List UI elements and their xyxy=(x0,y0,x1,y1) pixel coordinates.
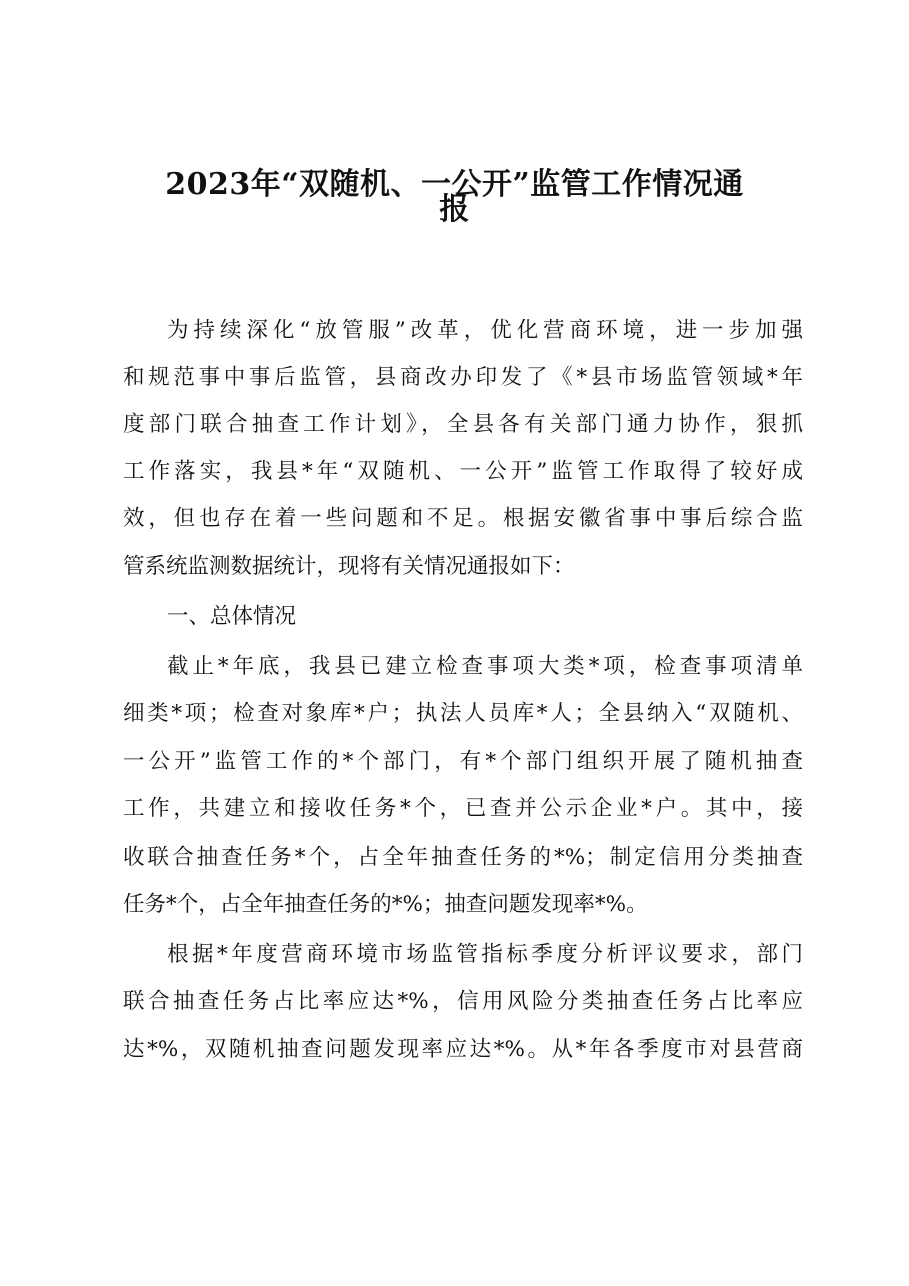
body-line: 度部门联合抽查工作计划》，全县各有关部门通力协作，狠抓 xyxy=(123,412,803,437)
body-line: 管系统监测数据统计，现将有关情况通报如下： xyxy=(123,554,575,579)
section-heading: 一、总体情况 xyxy=(167,604,297,629)
body-line: 根据*年度营商环境市场监管指标季度分析评议要求，部门 xyxy=(167,942,803,967)
body-line: 工作落实，我县*年“双随机、一公开”监管工作取得了较好成 xyxy=(123,459,803,484)
body-line: 和规范事中事后监管，县商改办印发了《*县市场监管领域*年 xyxy=(123,365,803,390)
body-line: 任务*个，占全年抽查任务的*%；抽查问题发现率*%。 xyxy=(123,892,648,917)
body-line: 工作，共建立和接收任务*个，已查并公示企业*户。其中，接 xyxy=(123,796,803,821)
document-title-line-2: 报 xyxy=(439,192,470,227)
body-line: 联合抽查任务占比率应达*%，信用风险分类抽查任务占比率应 xyxy=(123,989,803,1014)
body-line: 细类*项；检查对象库*户；执法人员库*人；全县纳入“双随机、 xyxy=(123,701,803,726)
body-line: 为持续深化“放管服”改革，优化营商环境，进一步加强 xyxy=(167,318,803,343)
document-title-line-1: 2023年“双随机、一公开”监管工作情况通 xyxy=(165,167,744,202)
body-line: 效，但也存在着一些问题和不足。根据安徽省事中事后综合监 xyxy=(123,506,803,531)
body-line: 截止*年底，我县已建立检查事项大类*项，检查事项清单 xyxy=(167,654,803,679)
body-line: 一公开”监管工作的*个部门，有*个部门组织开展了随机抽查 xyxy=(123,749,803,774)
body-line: 达*%，双随机抽查问题发现率应达*%。从*年各季度市对县营商 xyxy=(123,1037,803,1062)
body-line: 收联合抽查任务*个，占全年抽查任务的*%；制定信用分类抽查 xyxy=(123,845,803,870)
